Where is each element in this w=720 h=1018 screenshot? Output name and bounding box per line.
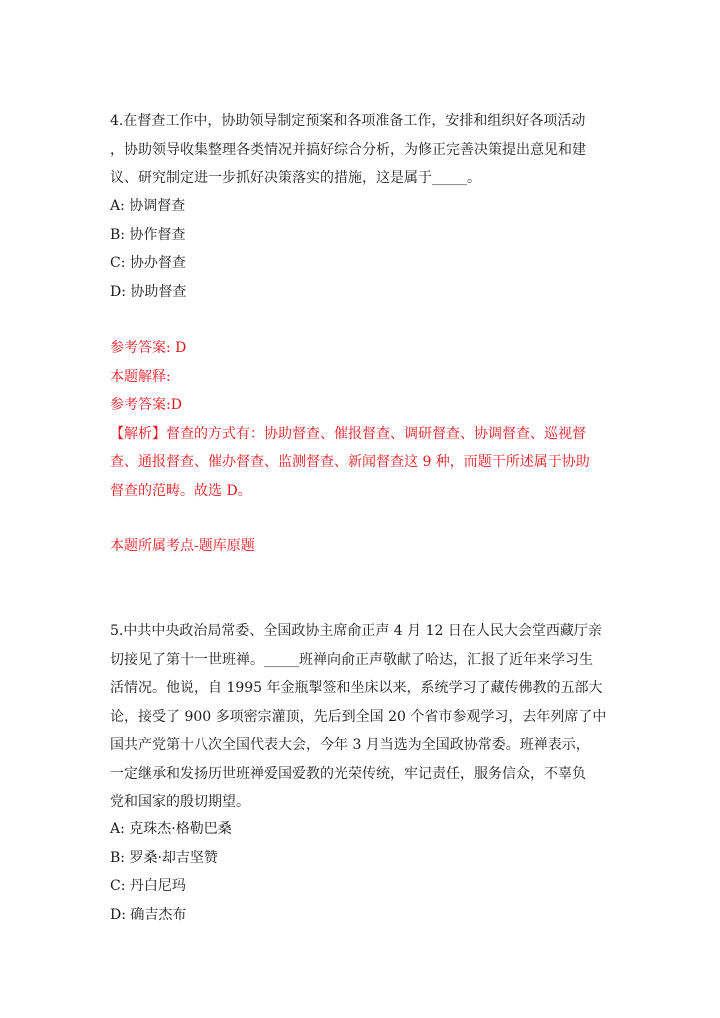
question-4-source (110, 532, 610, 561)
question-4-options (110, 192, 610, 306)
analysis-line: 查、通报督查、催办督查、监测督查、新闻督查这 9 种，而题干所述属于协助 (110, 454, 590, 470)
question-5-option-b: B: 罗桑·却吉坚赞 (110, 849, 218, 866)
question-5-stem-line: 国共产党第十八次全国代表大会，今年 3 月当选为全国政协常委。班禅表示， (110, 737, 590, 753)
question-4-option-c: C: 协办督查 (110, 255, 186, 271)
question-5-stem-line: 活情况。他说，自 1995 年金瓶掣签和坐床以来，系统学习了藏传佛教的五部大 (110, 680, 603, 696)
question-5-options (110, 815, 610, 929)
question-4-stem-line: 4.在督查工作中，协助领导制定预案和各项准备工作，安排和组织好各项活动 (110, 113, 586, 129)
question-5-option-c: C: 丹白尼玛 (110, 878, 186, 894)
question-5-option-d: D: 确吉杰布 (110, 906, 187, 923)
explanation-label: 本题解释: (110, 368, 171, 385)
question-4-option-d: D: 协助督查 (110, 283, 187, 300)
question-4-stem-line: ，协助领导收集整理各类情况并搞好综合分析，为修正完善决策提出意见和建 (110, 141, 586, 158)
question-5-stem-line: 论，接受了 900 多项密宗灌顶，先后到全国 20 个省市参观学习，去年列席了中 (110, 708, 607, 725)
question-5-stem-line: 一定继承和发扬历世班禅爱国爱教的光荣传统，牢记责任，服务信众，不辜负 (110, 765, 586, 782)
question-4-answer-section (110, 334, 610, 505)
analysis-line: 【解析】督查的方式有：协助督查、催报督查、调研督查、协调督查、巡视督 (110, 425, 586, 442)
question-4-option-b: B: 协作督查 (110, 226, 186, 243)
question-5-option-a: A: 克珠杰·格勒巴桑 (110, 821, 232, 837)
answer-label-2: 参考答案:D (110, 397, 182, 413)
question-4-option-a: A: 协调督查 (110, 198, 186, 214)
question-4-stem-line: 议、研究制定进一步抓好决策落实的措施，这是属于_____。 (110, 170, 481, 186)
question-5-stem-line: 切接见了第十一世班禅。_____班禅向俞正声敬献了哈达，汇报了近年来学习生 (110, 651, 593, 668)
question-4-stem (110, 107, 610, 193)
answer-label: 参考答案: D (110, 340, 187, 356)
question-5-stem-line: 5.中共中央政治局常委、全国政协主席俞正声 4 月 12 日在人民大会堂西藏厅亲 (110, 623, 602, 639)
question-5-stem-line: 党和国家的殷切期望。 (110, 794, 250, 810)
source-label: 本题所属考点-题库原题 (110, 538, 255, 554)
question-5-stem (110, 617, 610, 817)
analysis-line: 督查的范畴。故选 D。 (110, 482, 252, 499)
